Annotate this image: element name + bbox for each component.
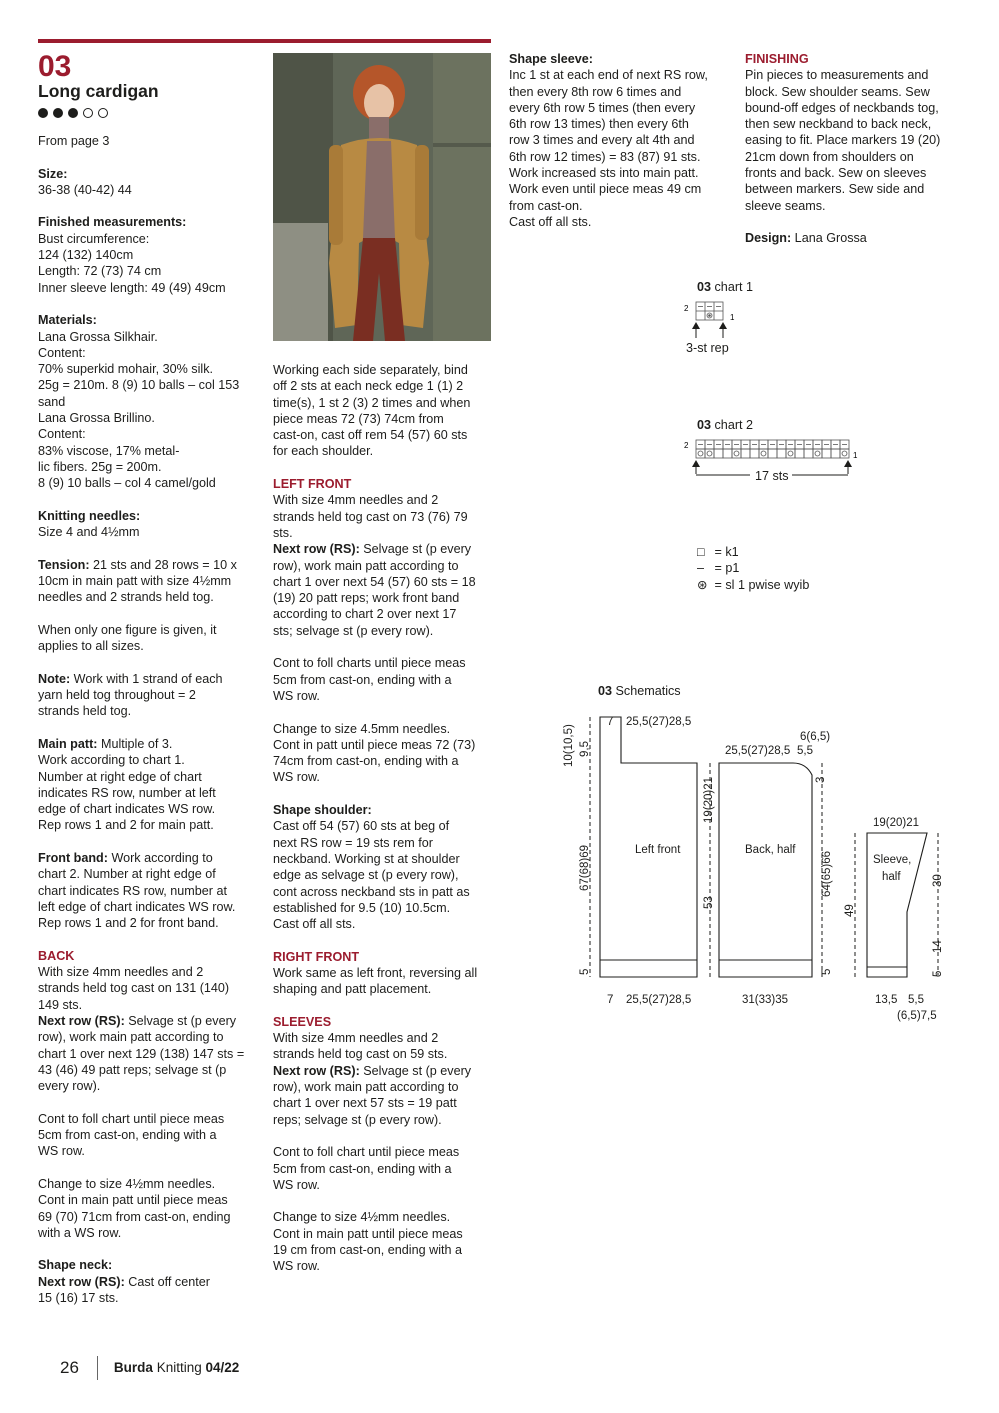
legend-equals: =	[714, 545, 722, 559]
text-line: needles and 2 strands held tog.	[38, 590, 214, 605]
text-line: chart 1 over next 54 (57) 60 sts = 18	[273, 574, 476, 589]
chart2-cell	[714, 449, 723, 458]
text-line: sand	[38, 394, 66, 409]
issue-number: 04/22	[205, 1360, 240, 1375]
dim-back-64: 64(65)66	[821, 850, 833, 897]
schematic-diagram	[550, 705, 970, 1030]
text-line: bound-off edges of neckbands tog,	[745, 100, 939, 115]
text-line: edge of chart indicates WS row.	[38, 802, 216, 817]
sleeves-heading: SLEEVES	[273, 1014, 332, 1029]
text-line: Pin pieces to measurements and	[745, 68, 929, 83]
text-line: Work even until piece meas 49 cm	[509, 182, 702, 197]
schematics-title	[598, 683, 681, 699]
knit-symbol-icon: □	[697, 545, 705, 559]
text-line: Work according to	[107, 851, 213, 866]
text-line: 5cm from cast-on, ending with a	[273, 672, 452, 687]
dim-back-top-55: 5,5	[797, 745, 813, 757]
text-line: strands held tog cast on 73 (76) 79	[273, 509, 468, 524]
turtleneck	[369, 117, 389, 139]
chart1-number: 03	[697, 280, 712, 294]
dim-sleeve-bottom-3: (6,5)7,5	[897, 1010, 937, 1022]
model-illustration	[273, 53, 491, 341]
text-line: between markers. Sew side and	[745, 182, 925, 197]
text-line: yarn held tog throughout = 2	[38, 688, 196, 703]
difficulty-dot-empty	[98, 108, 108, 118]
chart1-symbols	[698, 307, 721, 319]
text-line: Cont to foll charts until piece meas	[273, 656, 466, 671]
text-line: time(s), 1 st 2 (3) 2 times and when	[273, 395, 471, 410]
chart1-label: chart 1	[711, 280, 754, 294]
slip-symbol-icon: ⊛	[697, 577, 708, 592]
text-line: cont across neckband sts in patt as	[273, 884, 470, 899]
column-4	[745, 51, 970, 247]
text-line: row), work main patt according to	[273, 558, 459, 573]
purl-symbol-icon: –	[697, 561, 705, 576]
materials-label: Materials:	[38, 313, 97, 328]
text-line: row 3 times and every alt 4th and	[509, 133, 695, 148]
intro-text: From page 3	[38, 134, 110, 148]
text-line: Content:	[38, 345, 86, 360]
slip-mark	[788, 451, 793, 456]
sleeves-section	[273, 1014, 495, 1275]
column-2	[273, 362, 495, 1275]
column-3	[509, 51, 739, 230]
text-line: according to chart 2 over next 17	[273, 607, 457, 622]
text-line: 124 (132) 140cm	[38, 248, 134, 263]
text-line: Change to size 4½mm needles.	[273, 1210, 451, 1225]
magazine-name: Knitting	[152, 1360, 206, 1375]
dim-sleeve-14: 14	[932, 940, 944, 953]
sleeve-label-2: half	[882, 871, 901, 883]
legend-item	[697, 577, 877, 593]
text-line: strands held tog.	[38, 704, 132, 719]
text-line: Content:	[38, 427, 86, 442]
text-line: established for 9.5 (10) 10.5cm.	[273, 900, 451, 915]
text-line: Selvage st (p every	[359, 1063, 472, 1078]
text-line: WS row.	[273, 688, 320, 703]
dim-lf-10: 10(10,5)	[563, 724, 575, 767]
chart1-row-rs: 1	[730, 313, 735, 322]
chart2-cell	[696, 449, 705, 458]
schematics-number: 03	[598, 684, 613, 698]
front-band-section	[38, 850, 263, 931]
text-line: WS row.	[38, 1144, 85, 1159]
text-line: With size 4mm needles and 2	[273, 493, 439, 508]
text-line: easing to fit. Place markers 19 (20)	[745, 133, 941, 148]
dim-bottom-lf: 25,5(27)28,5	[626, 994, 692, 1006]
slip-mark	[761, 451, 766, 456]
text-line: Cast off all sts.	[273, 917, 356, 932]
chart2-cell	[804, 449, 813, 458]
text-line: Lana Grossa Silkhair.	[38, 329, 158, 344]
text-line: applies to all sizes.	[38, 639, 144, 654]
chart1-arrows	[692, 322, 727, 338]
text-line: 25g = 210m. 8 (9) 10 balls – col 153	[38, 378, 240, 393]
text-line: 21 sts and 28 rows = 10 x	[89, 557, 237, 572]
text-line: Cont to foll chart until piece meas	[38, 1111, 225, 1126]
text-line: Cont in main patt until piece meas	[38, 1193, 228, 1208]
next-row-label: Next row (RS):	[38, 1274, 125, 1289]
dim-sleeve-30: 30	[932, 874, 944, 887]
back-half-label: Back, half	[745, 844, 796, 856]
chart2-cell	[813, 449, 822, 458]
text-line: 74cm from cast-on, ending with a	[273, 754, 459, 769]
legend-text: p1	[725, 561, 740, 576]
dim-lf-top-width: 25,5(27)28,5	[626, 716, 692, 728]
text-line: every 6th row 5 times (then every	[509, 100, 696, 115]
text-line: Cont in patt until piece meas 72 (73)	[273, 737, 476, 752]
chart1-rep-label: 3-st rep	[686, 341, 729, 355]
slip-mark	[815, 451, 820, 456]
slip-mark	[842, 451, 847, 456]
dim-back-neck-depth: 3	[815, 776, 827, 783]
dim-lf-53: 53	[703, 896, 715, 909]
chart2-cell	[840, 449, 849, 458]
chart2-label: chart 2	[711, 418, 754, 432]
text-line: Working each side separately, bind	[273, 363, 468, 377]
needles-label: Knitting needles:	[38, 508, 141, 523]
back-section	[38, 948, 263, 1307]
text-line: Cast off 54 (57) 60 sts at beg of	[273, 819, 450, 834]
size-label: Size:	[38, 166, 68, 181]
text-line: Rep rows 1 and 2 for front band.	[38, 916, 219, 931]
page-number: 26	[60, 1358, 79, 1377]
text-line: row), work main patt according to	[38, 1030, 224, 1045]
dim-back-top-width: 25,5(27)28,5	[725, 745, 791, 757]
text-line: Cast off center	[124, 1274, 210, 1289]
finishing-heading: FINISHING	[745, 52, 809, 66]
main-patt-label: Main patt:	[38, 736, 98, 751]
text-line: 43 (46) 49 patt reps; selvage st (p	[38, 1062, 227, 1077]
text-line: lic fibers. 25g = 200m.	[38, 459, 162, 474]
text-line: chart 2. Number at right edge of	[38, 867, 216, 882]
needles-value: Size 4 and 4½mm	[38, 525, 140, 540]
one-figure-note	[38, 622, 263, 655]
footer-divider	[97, 1356, 98, 1380]
chart2-cell	[705, 449, 714, 458]
tension-label: Tension:	[38, 557, 90, 572]
text-line: then every 8th row 6 times and	[509, 84, 682, 99]
footer-brand	[114, 1358, 239, 1378]
text-line: 6th row 13 times) then every 6th	[509, 117, 689, 132]
text-line: Bust circumference:	[38, 231, 150, 246]
text-line: Selvage st (p every	[124, 1014, 237, 1029]
text-line: Multiple of 3.	[97, 736, 173, 751]
text-line: 15 (16) 17 sts.	[38, 1291, 119, 1306]
chart2-cell	[750, 449, 759, 458]
chart2-cell	[795, 449, 804, 458]
chart2-sts-label: 17 sts	[755, 469, 789, 483]
note-label: Note:	[38, 671, 71, 686]
text-line: 8 (9) 10 balls – col 4 camel/gold	[38, 476, 216, 491]
chart-legend	[697, 544, 877, 593]
legend-item	[697, 560, 877, 576]
text-line: Cast off all sts.	[509, 214, 592, 229]
text-line: When only one figure is given, it	[38, 622, 217, 637]
materials-section	[38, 312, 263, 491]
text-line: Cont to foll chart until piece meas	[273, 1145, 460, 1160]
text-line: WS row.	[273, 1259, 320, 1274]
chart2-cell	[786, 449, 795, 458]
text-line: Work according to chart 1.	[38, 753, 185, 768]
shape-neck-heading: Shape neck:	[38, 1258, 113, 1273]
text-line: Work increased sts into main patt.	[509, 166, 699, 181]
size-value: 36-38 (40-42) 44	[38, 182, 132, 197]
text-line: neckband. Working st at shoulder	[273, 851, 460, 866]
text-line: With size 4mm needles and 2	[38, 965, 204, 980]
text-line: Change to size 4½mm needles.	[38, 1177, 216, 1191]
text-line: strands held tog cast on 131 (140)	[38, 981, 230, 996]
text-line: every row).	[38, 1079, 101, 1094]
text-line: from cast-on.	[509, 198, 583, 213]
chart2-cell	[822, 449, 831, 458]
next-row-label: Next row (RS):	[38, 1014, 125, 1029]
dim-back-5: 5	[821, 968, 833, 975]
difficulty-dot-filled	[38, 108, 48, 118]
dim-lf-5: 5	[579, 968, 591, 975]
text-line: Length: 72 (73) 74 cm	[38, 264, 162, 279]
text-line: sts.	[273, 525, 293, 540]
schematics-label: Schematics	[612, 684, 681, 698]
dim-sleeve-49: 49	[844, 904, 856, 917]
text-line: fronts and back. Sew on sleeves	[745, 166, 927, 181]
text-line: 21cm down from shoulders on	[745, 149, 914, 164]
next-row-label: Next row (RS):	[273, 1063, 360, 1078]
text-line: WS row.	[273, 770, 320, 785]
face	[364, 84, 394, 122]
left-front-section	[273, 476, 495, 932]
legend-text: k1	[725, 545, 739, 559]
dim-lf-95: 9,5	[579, 741, 591, 757]
left-front-heading: LEFT FRONT	[273, 477, 352, 492]
legend-text: sl 1 pwise wyib	[725, 577, 810, 592]
text-line: chart indicates RS row, number at	[38, 883, 227, 898]
chart2-cell	[831, 449, 840, 458]
dim-back-neck: 6(6,5)	[800, 731, 831, 743]
text-line: left edge of chart indicates WS row.	[38, 899, 236, 914]
wall-panel	[433, 53, 491, 341]
text-line: Inner sleeve length: 49 (49) 49cm	[38, 280, 226, 295]
text-line: 19 cm from cast-on, ending with a	[273, 1243, 462, 1258]
wall-trim	[433, 143, 491, 147]
text-line: edge as selvage st (p every row),	[273, 868, 459, 883]
dim-bottom-back: 31(33)35	[742, 994, 789, 1006]
text-line: 69 (70) 71cm from cast-on, ending	[38, 1209, 231, 1224]
design-label: Design:	[745, 231, 792, 246]
header-rule	[38, 39, 491, 43]
slip-mark	[707, 451, 712, 456]
sleeve-label-1: Sleeve,	[873, 854, 912, 866]
door-step	[273, 223, 328, 341]
chart2-row-ws: 2	[684, 441, 689, 450]
text-line: WS row.	[273, 1177, 320, 1192]
finished-section	[38, 214, 263, 295]
text-line: 83% viscose, 17% metal-	[38, 443, 180, 458]
text-line: 10cm in main patt with size 4½mm	[38, 574, 232, 589]
text-line: 5cm from cast-on, ending with a	[273, 1161, 452, 1176]
text-line: 6th row 12 times) = 83 (87) 91 sts.	[509, 149, 701, 164]
front-band-label: Front band:	[38, 851, 108, 866]
note-section	[38, 671, 263, 720]
text-line: then sew neckband to back neck,	[745, 117, 932, 132]
text-line: indicates RS row, number at left	[38, 785, 216, 800]
main-patt-section	[38, 736, 263, 834]
text-line: With size 4mm needles and 2	[273, 1031, 439, 1046]
needles-section	[38, 508, 263, 541]
pattern-title: Long cardigan	[38, 81, 159, 101]
text-line: block. Sew shoulder seams. Sew	[745, 84, 930, 99]
text-line: Work same as left front, reversing all	[273, 965, 478, 980]
top	[363, 141, 395, 245]
difficulty-dot-filled	[68, 108, 78, 118]
slip-mark	[698, 451, 703, 456]
page-footer	[60, 1356, 239, 1380]
text-line: chart 1 over next 57 sts = 19 patt	[273, 1096, 457, 1111]
chart2-cell	[741, 449, 750, 458]
shape-sleeve-heading: Shape sleeve:	[509, 52, 594, 66]
schematic-labels	[563, 716, 944, 1022]
right-sleeve	[415, 145, 429, 240]
left-sleeve	[329, 145, 343, 245]
difficulty-rating	[38, 108, 108, 118]
text-line: shaping and patt placement.	[273, 982, 432, 997]
dim-bottom-7: 7	[607, 994, 614, 1006]
text-line: Change to size 4.5mm needles.	[273, 721, 451, 736]
text-line: piece meas 72 (73) 74cm from	[273, 411, 444, 426]
pattern-number: 03	[38, 50, 72, 83]
text-line: Lana Grossa Brillino.	[38, 411, 155, 426]
text-line: sleeve seams.	[745, 198, 826, 213]
text-line: off 2 sts at each neck edge 1 (1) 2	[273, 379, 464, 394]
right-front-heading: RIGHT FRONT	[273, 949, 360, 964]
chart1-row-ws: 2	[684, 304, 689, 313]
dim-sleeve-bottom-1: 13,5	[875, 994, 898, 1006]
chart2-cell	[777, 449, 786, 458]
dim-sleeve-top: 19(20)21	[873, 817, 920, 829]
text-line: Rep rows 1 and 2 for main patt.	[38, 818, 214, 833]
text-line: chart 1 over next 129 (138) 147 sts =	[38, 1046, 245, 1061]
text-line: 70% superkid mohair, 30% silk.	[38, 362, 213, 377]
text-line: Work with 1 strand of each	[70, 671, 223, 686]
text-line: reps; selvage st (p every row).	[273, 1112, 442, 1127]
dim-lf-67: 67(68)69	[579, 844, 591, 891]
text-line: (19) 20 patt reps; work front band	[273, 591, 460, 606]
text-line: sts; selvage st (p every row).	[273, 623, 434, 638]
text-line: Number at right edge of chart	[38, 769, 202, 784]
chart2-cells	[696, 440, 849, 458]
text-line: Inc 1 st at each end of next RS row,	[509, 68, 708, 83]
slip-mark	[734, 451, 739, 456]
shape-shoulder-heading: Shape shoulder:	[273, 803, 372, 818]
model-photo	[273, 53, 491, 341]
text-line: 149 sts.	[38, 997, 83, 1012]
neck-continued	[273, 362, 495, 460]
difficulty-dot-filled	[53, 108, 63, 118]
legend-item	[697, 544, 877, 560]
size-section	[38, 166, 263, 199]
chart1-cells	[696, 302, 723, 320]
next-row-label: Next row (RS):	[273, 542, 360, 557]
text-line: 5cm from cast-on, ending with a	[38, 1128, 217, 1143]
text-line: Cont in main patt until piece meas	[273, 1226, 463, 1241]
dim-sleeve-bottom-2: 5,5	[908, 994, 924, 1006]
brand-name: Burda	[113, 1360, 153, 1375]
back-half-outline	[719, 763, 812, 977]
chart2-number: 03	[697, 418, 712, 432]
chart2-title	[697, 417, 753, 433]
text-line: cast-on, cast off rem 54 (57) 60 sts	[273, 428, 468, 443]
design-value: Lana Grossa	[791, 231, 867, 246]
right-front-section	[273, 949, 495, 998]
chart2-cell	[732, 449, 741, 458]
text-line: strands held tog cast on 59 sts.	[273, 1047, 448, 1062]
finished-label: Finished measurements:	[38, 215, 187, 230]
legend-equals: =	[714, 577, 722, 592]
legend-equals: =	[714, 561, 722, 576]
chart2-cell	[768, 449, 777, 458]
dim-sleeve-5: 5	[932, 970, 944, 977]
dim-armhole: 19(20)21	[703, 776, 715, 823]
text-line: with a WS row.	[38, 1225, 122, 1240]
difficulty-dot-empty	[83, 108, 93, 118]
left-front-label: Left front	[635, 844, 681, 856]
text-line: row), work main patt according to	[273, 1080, 459, 1095]
text-line: next RS row = 19 sts rem for	[273, 835, 433, 850]
dim-lf-top-7: 7	[607, 716, 614, 728]
text-line: for each shoulder.	[273, 444, 374, 459]
back-heading: BACK	[38, 948, 75, 963]
column-1	[38, 133, 263, 1306]
chart1-title	[697, 279, 753, 295]
text-line: Selvage st (p every	[359, 542, 472, 557]
chart2-row-rs: 1	[853, 451, 858, 460]
chart2-cell	[723, 449, 732, 458]
chart2-cell	[759, 449, 768, 458]
tension-section	[38, 557, 263, 606]
